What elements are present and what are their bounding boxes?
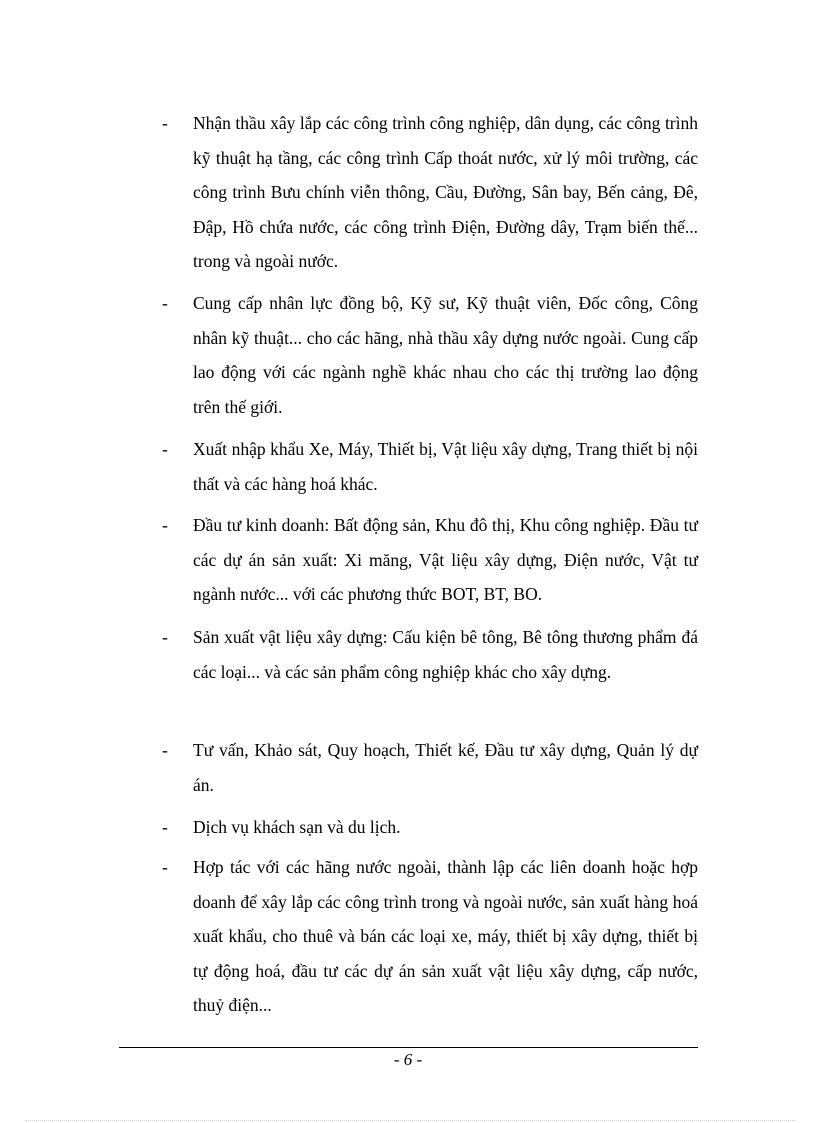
list-item — [162, 733, 698, 802]
list-item — [162, 508, 698, 612]
page-number: - 6 - — [393, 1050, 423, 1069]
list-item-text: Cung cấp nhân lực đồng bộ, Kỹ sư, Kỹ thuật viên, Đốc công, Công nhân kỹ thuật... cho các hãng, nhà thầu xây dựng nước ngoài. Cung cấp lao động với các ngành nghề khác nhau cho các thị trường lao động trên thế giới. — [193, 293, 698, 417]
list-item-text: Tư vấn, Khảo sát, Quy hoạch, Thiết kế, Đầu tư xây dựng, Quản lý dự án. — [193, 740, 698, 795]
list-item-text: Sản xuất vật liệu xây dựng: Cấu kiện bê tông, Bê tông thương phẩm đá các loại... và các sản phẩm công nghiệp khác cho xây dựng. — [193, 627, 698, 682]
bullet-dash: - — [162, 293, 168, 313]
bullet-dash: - — [162, 439, 168, 459]
list-item — [162, 850, 698, 1023]
bullet-dash: - — [162, 817, 168, 837]
bullet-dash: - — [162, 113, 168, 133]
bullet-dash: - — [162, 857, 168, 877]
list-item-text: Xuất nhập khẩu Xe, Máy, Thiết bị, Vật liệu xây dựng, Trang thiết bị nội thất và các hàng hoá khác. — [193, 439, 698, 494]
list-item — [162, 432, 698, 501]
list-item — [162, 620, 698, 689]
page-edge-dotted-line — [25, 1120, 795, 1121]
list-item-text: Dịch vụ khách sạn và du lịch. — [193, 817, 401, 837]
list-item — [162, 286, 698, 424]
bullet-dash: - — [162, 740, 168, 760]
list-item — [162, 810, 698, 845]
list-item-text: Đầu tư kinh doanh: Bất động sản, Khu đô thị, Khu công nghiệp. Đầu tư các dự án sản xuất: Xi măng, Vật liệu xây dựng, Điện nước, Vật tư ngành nước... với các phương thức BOT, BT, BO. — [193, 515, 698, 604]
list-item — [162, 106, 698, 279]
bullet-dash: - — [162, 515, 168, 535]
list-item-text: Nhận thầu xây lắp các công trình công nghiệp, dân dụng, các công trình kỹ thuật hạ tầng, các công trình Cấp thoát nước, xử lý môi trường, các công trình Bưu chính viễn thông, Cầu, Đường, Sân bay, Bến cảng, Đê, Đập, Hồ chứa nước, các công trình Điện, Đường dây, Trạm biến thế... trong và ngoài nước. — [193, 113, 698, 271]
footer-rule — [119, 1047, 698, 1048]
bullet-dash: - — [162, 627, 168, 647]
list-item-text: Hợp tác với các hãng nước ngoài, thành lập các liên doanh hoặc hợp doanh để xây lắp các công trình trong và ngoài nước, sản xuất hàng hoá xuất khẩu, cho thuê và bán các loại xe, máy, thiết bị xây dựng, thiết bị tự động hoá, đầu tư các dự án sản xuất vật liệu xây dựng, cấp nước, thuỷ điện... — [193, 857, 698, 1015]
